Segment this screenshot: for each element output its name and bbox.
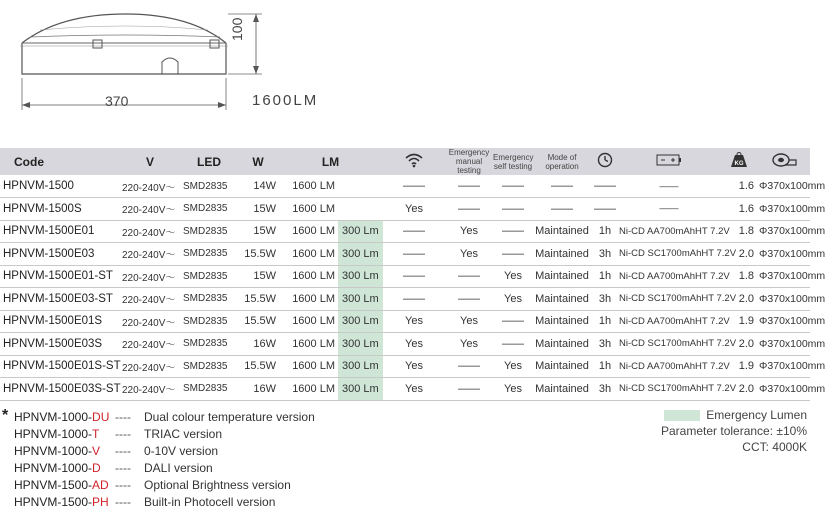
cell-manual-testing: —— bbox=[458, 360, 481, 373]
header-led: LED bbox=[197, 154, 221, 169]
cell-emergency-lumen: 300 Lm bbox=[338, 378, 383, 401]
version-suffix: DU bbox=[92, 410, 110, 424]
cell-voltage: 220-240V～ bbox=[122, 340, 176, 352]
cell-emergency-lumen bbox=[338, 175, 383, 198]
cell-weight: 1.9 bbox=[738, 360, 755, 373]
version-description: 0-10V version bbox=[144, 444, 219, 458]
cell-self-testing: —— bbox=[502, 337, 525, 350]
cell-emergency-lumen: 300 Lm bbox=[338, 310, 383, 333]
cell-battery: —— bbox=[659, 180, 679, 192]
parameter-tolerance: Parameter tolerance: ±10% bbox=[661, 424, 807, 438]
svg-text:KG: KG bbox=[734, 161, 744, 167]
cell-watt: 15.5W bbox=[244, 360, 276, 373]
cell-lm: 1600 LM bbox=[292, 270, 335, 283]
version-code: HPNVM-1000-DU bbox=[14, 410, 110, 424]
cell-watt: 15.5W bbox=[244, 247, 276, 260]
header-emergency-manual: Emergency manual testing bbox=[448, 148, 490, 175]
version-suffix: PH bbox=[92, 495, 109, 509]
header-lm: LM bbox=[321, 154, 340, 169]
header-dimension bbox=[758, 148, 810, 175]
cell-dimension: Φ370x100mm bbox=[759, 180, 825, 192]
cell-dimension: Φ370x100mm bbox=[759, 270, 825, 283]
cell-duration: 1h bbox=[598, 225, 612, 238]
product-drawing bbox=[0, 0, 810, 140]
cell-self-testing: Yes bbox=[504, 360, 522, 373]
cell-battery: Ni-CD SC1700mAhHT 7.2V bbox=[619, 248, 737, 260]
cell-emergency-lumen bbox=[338, 198, 383, 221]
cell-manual-testing: —— bbox=[458, 202, 481, 215]
cell-voltage: 220-240V～ bbox=[122, 295, 176, 307]
version-dash: ---- bbox=[115, 444, 131, 458]
cell-led: SMD2835 bbox=[183, 248, 228, 260]
cell-dimension: Φ370x100mm bbox=[759, 382, 825, 395]
table-row bbox=[0, 175, 810, 198]
version-dash: ---- bbox=[115, 478, 131, 492]
header-weight bbox=[719, 148, 758, 175]
cell-sensor: —— bbox=[403, 270, 426, 283]
cell-weight: 2.0 bbox=[738, 292, 755, 305]
table-row bbox=[0, 310, 810, 333]
legend bbox=[661, 407, 807, 455]
cell-code: HPNVM-1500E01 bbox=[3, 225, 95, 238]
version-suffix: T bbox=[92, 427, 100, 441]
version-description: Built-in Photocell version bbox=[144, 495, 276, 509]
cell-led: SMD2835 bbox=[183, 338, 228, 350]
cell-code: HPNVM-1500E03S bbox=[3, 337, 103, 350]
cell-weight: 2.0 bbox=[738, 382, 755, 395]
luminaire-outline bbox=[0, 0, 810, 140]
cell-code: HPNVM-1500E01S-ST bbox=[3, 360, 121, 373]
cell-self-testing: Yes bbox=[504, 270, 522, 283]
cell-weight: 1.8 bbox=[738, 225, 755, 238]
cell-lm: 1600 LM bbox=[292, 382, 335, 395]
cell-duration: 3h bbox=[598, 247, 612, 260]
table-row bbox=[0, 243, 810, 266]
cell-lm: 1600 LM bbox=[292, 315, 335, 328]
cell-manual-testing: Yes bbox=[460, 247, 478, 260]
header-duration bbox=[591, 148, 619, 175]
header-emergency-self: Emergency self testing bbox=[493, 152, 534, 171]
version-code: HPNVM-1000-V bbox=[14, 444, 101, 458]
cell-self-testing: —— bbox=[502, 315, 525, 328]
cell-manual-testing: —— bbox=[458, 180, 481, 192]
legend-emergency-lumen-label: Emergency Lumen bbox=[706, 408, 807, 422]
weight-kg-icon bbox=[729, 152, 749, 168]
cell-voltage: 220-240V～ bbox=[122, 272, 176, 284]
version-suffix: D bbox=[92, 461, 101, 475]
cell-sensor: —— bbox=[403, 292, 426, 305]
cell-led: SMD2835 bbox=[183, 293, 228, 305]
cell-battery: Ni-CD AA700mAhHT 7.2V bbox=[619, 225, 730, 237]
cell-voltage: 220-240V～ bbox=[122, 385, 176, 397]
battery-icon bbox=[656, 154, 682, 166]
cell-lm: 1600 LM bbox=[292, 337, 335, 350]
cell-code: HPNVM-1500E01S bbox=[3, 315, 103, 328]
cell-mode: —— bbox=[551, 180, 574, 192]
version-description: Dual colour temperature version bbox=[144, 410, 315, 424]
table-row bbox=[0, 288, 810, 311]
cell-mode: Maintained bbox=[535, 337, 589, 350]
cell-lm: 1600 LM bbox=[292, 180, 335, 192]
version-code: HPNVM-1000-T bbox=[14, 427, 100, 441]
cell-code: HPNVM-1500E03-ST bbox=[3, 292, 113, 305]
cell-emergency-lumen: 300 Lm bbox=[338, 355, 383, 378]
cell-self-testing: —— bbox=[502, 180, 525, 192]
cell-self-testing: —— bbox=[502, 202, 525, 215]
cell-weight: 2.0 bbox=[738, 337, 755, 350]
cell-sensor: Yes bbox=[405, 315, 423, 328]
cell-code: HPNVM-1500E01-ST bbox=[3, 270, 113, 283]
version-dash: ---- bbox=[115, 461, 131, 475]
cell-watt: 15W bbox=[253, 225, 276, 238]
header-watt: W bbox=[252, 154, 264, 169]
cell-code: HPNVM-1500E03S-ST bbox=[3, 382, 121, 395]
cell-mode: —— bbox=[551, 202, 574, 215]
cell-sensor: —— bbox=[403, 180, 426, 192]
version-description: DALI version bbox=[144, 461, 213, 475]
cell-battery: Ni-CD AA700mAhHT 7.2V bbox=[619, 315, 730, 327]
cell-manual-testing: —— bbox=[458, 292, 481, 305]
cell-mode: Maintained bbox=[535, 270, 589, 283]
cell-watt: 15.5W bbox=[244, 315, 276, 328]
cell-voltage: 220-240V～ bbox=[122, 205, 176, 217]
version-description: TRIAC version bbox=[144, 427, 223, 441]
cell-sensor: —— bbox=[403, 225, 426, 238]
header-sensor bbox=[383, 148, 445, 175]
cell-led: SMD2835 bbox=[183, 180, 228, 192]
cell-battery: —— bbox=[659, 203, 679, 215]
header-voltage: V bbox=[145, 154, 154, 169]
cell-battery: Ni-CD SC1700mAhHT 7.2V bbox=[619, 293, 737, 305]
cell-duration: 3h bbox=[598, 292, 612, 305]
cell-watt: 16W bbox=[253, 382, 276, 395]
cell-mode: Maintained bbox=[535, 360, 589, 373]
cell-emergency-lumen: 300 Lm bbox=[338, 333, 383, 356]
cell-dimension: Φ370x100mm bbox=[759, 225, 825, 238]
cell-weight: 1.6 bbox=[738, 180, 755, 192]
cell-weight: 1.9 bbox=[738, 315, 755, 328]
wifi-sensor-icon bbox=[404, 152, 424, 168]
cell-mode: Maintained bbox=[535, 247, 589, 260]
table-header-row bbox=[0, 148, 810, 175]
version-description: Optional Brightness version bbox=[144, 478, 291, 492]
cell-voltage: 220-240V～ bbox=[122, 362, 176, 374]
cell-voltage: 220-240V～ bbox=[122, 227, 176, 239]
cell-manual-testing: Yes bbox=[460, 315, 478, 328]
cell-dimension: Φ370x100mm bbox=[759, 337, 825, 350]
cell-dimension: Φ370x100mm bbox=[759, 360, 825, 373]
table-row bbox=[0, 355, 810, 378]
cell-voltage: 220-240V～ bbox=[122, 250, 176, 262]
clock-icon bbox=[597, 152, 613, 168]
cell-manual-testing: —— bbox=[458, 270, 481, 283]
cell-lm: 1600 LM bbox=[292, 225, 335, 238]
height-dimension-label: 100 bbox=[229, 17, 245, 41]
header-code: Code bbox=[14, 154, 44, 169]
cell-code: HPNVM-1500S bbox=[3, 202, 82, 215]
cell-led: SMD2835 bbox=[183, 315, 228, 327]
table-row bbox=[0, 198, 810, 221]
lumen-output-label: 1600LM bbox=[252, 92, 319, 109]
cell-sensor: Yes bbox=[405, 360, 423, 373]
header-mode: Mode of operation bbox=[545, 152, 579, 171]
version-code: HPNVM-1500-PH bbox=[14, 495, 109, 509]
cell-weight: 1.6 bbox=[738, 202, 755, 215]
version-code: HPNVM-1000-D bbox=[14, 461, 101, 475]
version-star: * bbox=[2, 407, 9, 424]
cell-duration: —— bbox=[594, 202, 617, 215]
cell-manual-testing: Yes bbox=[460, 225, 478, 238]
cell-watt: 14W bbox=[253, 180, 276, 192]
dimension-tape-icon bbox=[771, 152, 797, 168]
cell-lm: 1600 LM bbox=[292, 247, 335, 260]
cell-self-testing: —— bbox=[502, 225, 525, 238]
version-dash: ---- bbox=[115, 410, 131, 424]
emergency-lumen-swatch bbox=[664, 410, 700, 421]
cell-weight: 2.0 bbox=[738, 247, 755, 260]
cell-watt: 16W bbox=[253, 337, 276, 350]
cell-mode: Maintained bbox=[535, 315, 589, 328]
cell-led: SMD2835 bbox=[183, 360, 228, 372]
table-row bbox=[0, 378, 810, 401]
cell-dimension: Φ370x100mm bbox=[759, 315, 825, 328]
cell-watt: 15.5W bbox=[244, 292, 276, 305]
cell-duration: —— bbox=[594, 180, 617, 192]
cell-code: HPNVM-1500 bbox=[3, 180, 74, 192]
cell-led: SMD2835 bbox=[183, 225, 228, 237]
table-row bbox=[0, 333, 810, 356]
cell-duration: 1h bbox=[598, 270, 612, 283]
cell-battery: Ni-CD SC1700mAhHT 7.2V bbox=[619, 338, 737, 350]
cell-lm: 1600 LM bbox=[292, 202, 335, 215]
cell-mode: Maintained bbox=[535, 292, 589, 305]
cell-self-testing: Yes bbox=[504, 292, 522, 305]
cell-mode: Maintained bbox=[535, 225, 589, 238]
cell-weight: 1.8 bbox=[738, 270, 755, 283]
cell-dimension: Φ370x100mm bbox=[759, 247, 825, 260]
cell-led: SMD2835 bbox=[183, 203, 228, 215]
width-dimension-label: 370 bbox=[105, 93, 129, 109]
table-row bbox=[0, 220, 810, 243]
cct-value: CCT: 4000K bbox=[742, 440, 807, 454]
cell-sensor: Yes bbox=[405, 337, 423, 350]
version-dash: ---- bbox=[115, 495, 131, 509]
version-suffix: V bbox=[92, 444, 101, 458]
cell-duration: 1h bbox=[598, 315, 612, 328]
cell-emergency-lumen: 300 Lm bbox=[338, 288, 383, 311]
cell-lm: 1600 LM bbox=[292, 292, 335, 305]
cell-duration: 3h bbox=[598, 382, 612, 395]
cell-duration: 1h bbox=[598, 360, 612, 373]
cell-emergency-lumen: 300 Lm bbox=[338, 243, 383, 266]
cell-battery: Ni-CD AA700mAhHT 7.2V bbox=[619, 270, 730, 282]
cell-voltage: 220-240V～ bbox=[122, 182, 176, 194]
version-code: HPNVM-1500-AD bbox=[14, 478, 109, 492]
cell-self-testing: —— bbox=[502, 247, 525, 260]
cell-manual-testing: Yes bbox=[460, 337, 478, 350]
cell-sensor: —— bbox=[403, 247, 426, 260]
cell-led: SMD2835 bbox=[183, 270, 228, 282]
cell-mode: Maintained bbox=[535, 382, 589, 395]
cell-voltage: 220-240V～ bbox=[122, 317, 176, 329]
cell-lm: 1600 LM bbox=[292, 360, 335, 373]
cell-led: SMD2835 bbox=[183, 383, 228, 395]
cell-battery: Ni-CD AA700mAhHT 7.2V bbox=[619, 360, 730, 372]
cell-emergency-lumen: 300 Lm bbox=[338, 220, 383, 243]
cell-sensor: Yes bbox=[405, 382, 423, 395]
cell-code: HPNVM-1500E03 bbox=[3, 247, 95, 260]
legend-emergency-lumen bbox=[661, 407, 807, 423]
cell-emergency-lumen: 300 Lm bbox=[338, 265, 383, 288]
cell-watt: 15W bbox=[253, 202, 276, 215]
table-row bbox=[0, 265, 810, 288]
header-battery bbox=[619, 148, 719, 175]
cell-duration: 3h bbox=[598, 337, 612, 350]
cell-manual-testing: —— bbox=[458, 382, 481, 395]
cell-sensor: Yes bbox=[405, 202, 423, 215]
cell-dimension: Φ370x100mm bbox=[759, 292, 825, 305]
cell-battery: Ni-CD SC1700mAhHT 7.2V bbox=[619, 383, 737, 395]
cell-self-testing: Yes bbox=[504, 382, 522, 395]
cell-dimension: Φ370x100mm bbox=[759, 202, 825, 215]
version-suffix: AD bbox=[92, 478, 109, 492]
version-dash: ---- bbox=[115, 427, 131, 441]
cell-watt: 15W bbox=[253, 270, 276, 283]
spec-table bbox=[0, 148, 825, 401]
